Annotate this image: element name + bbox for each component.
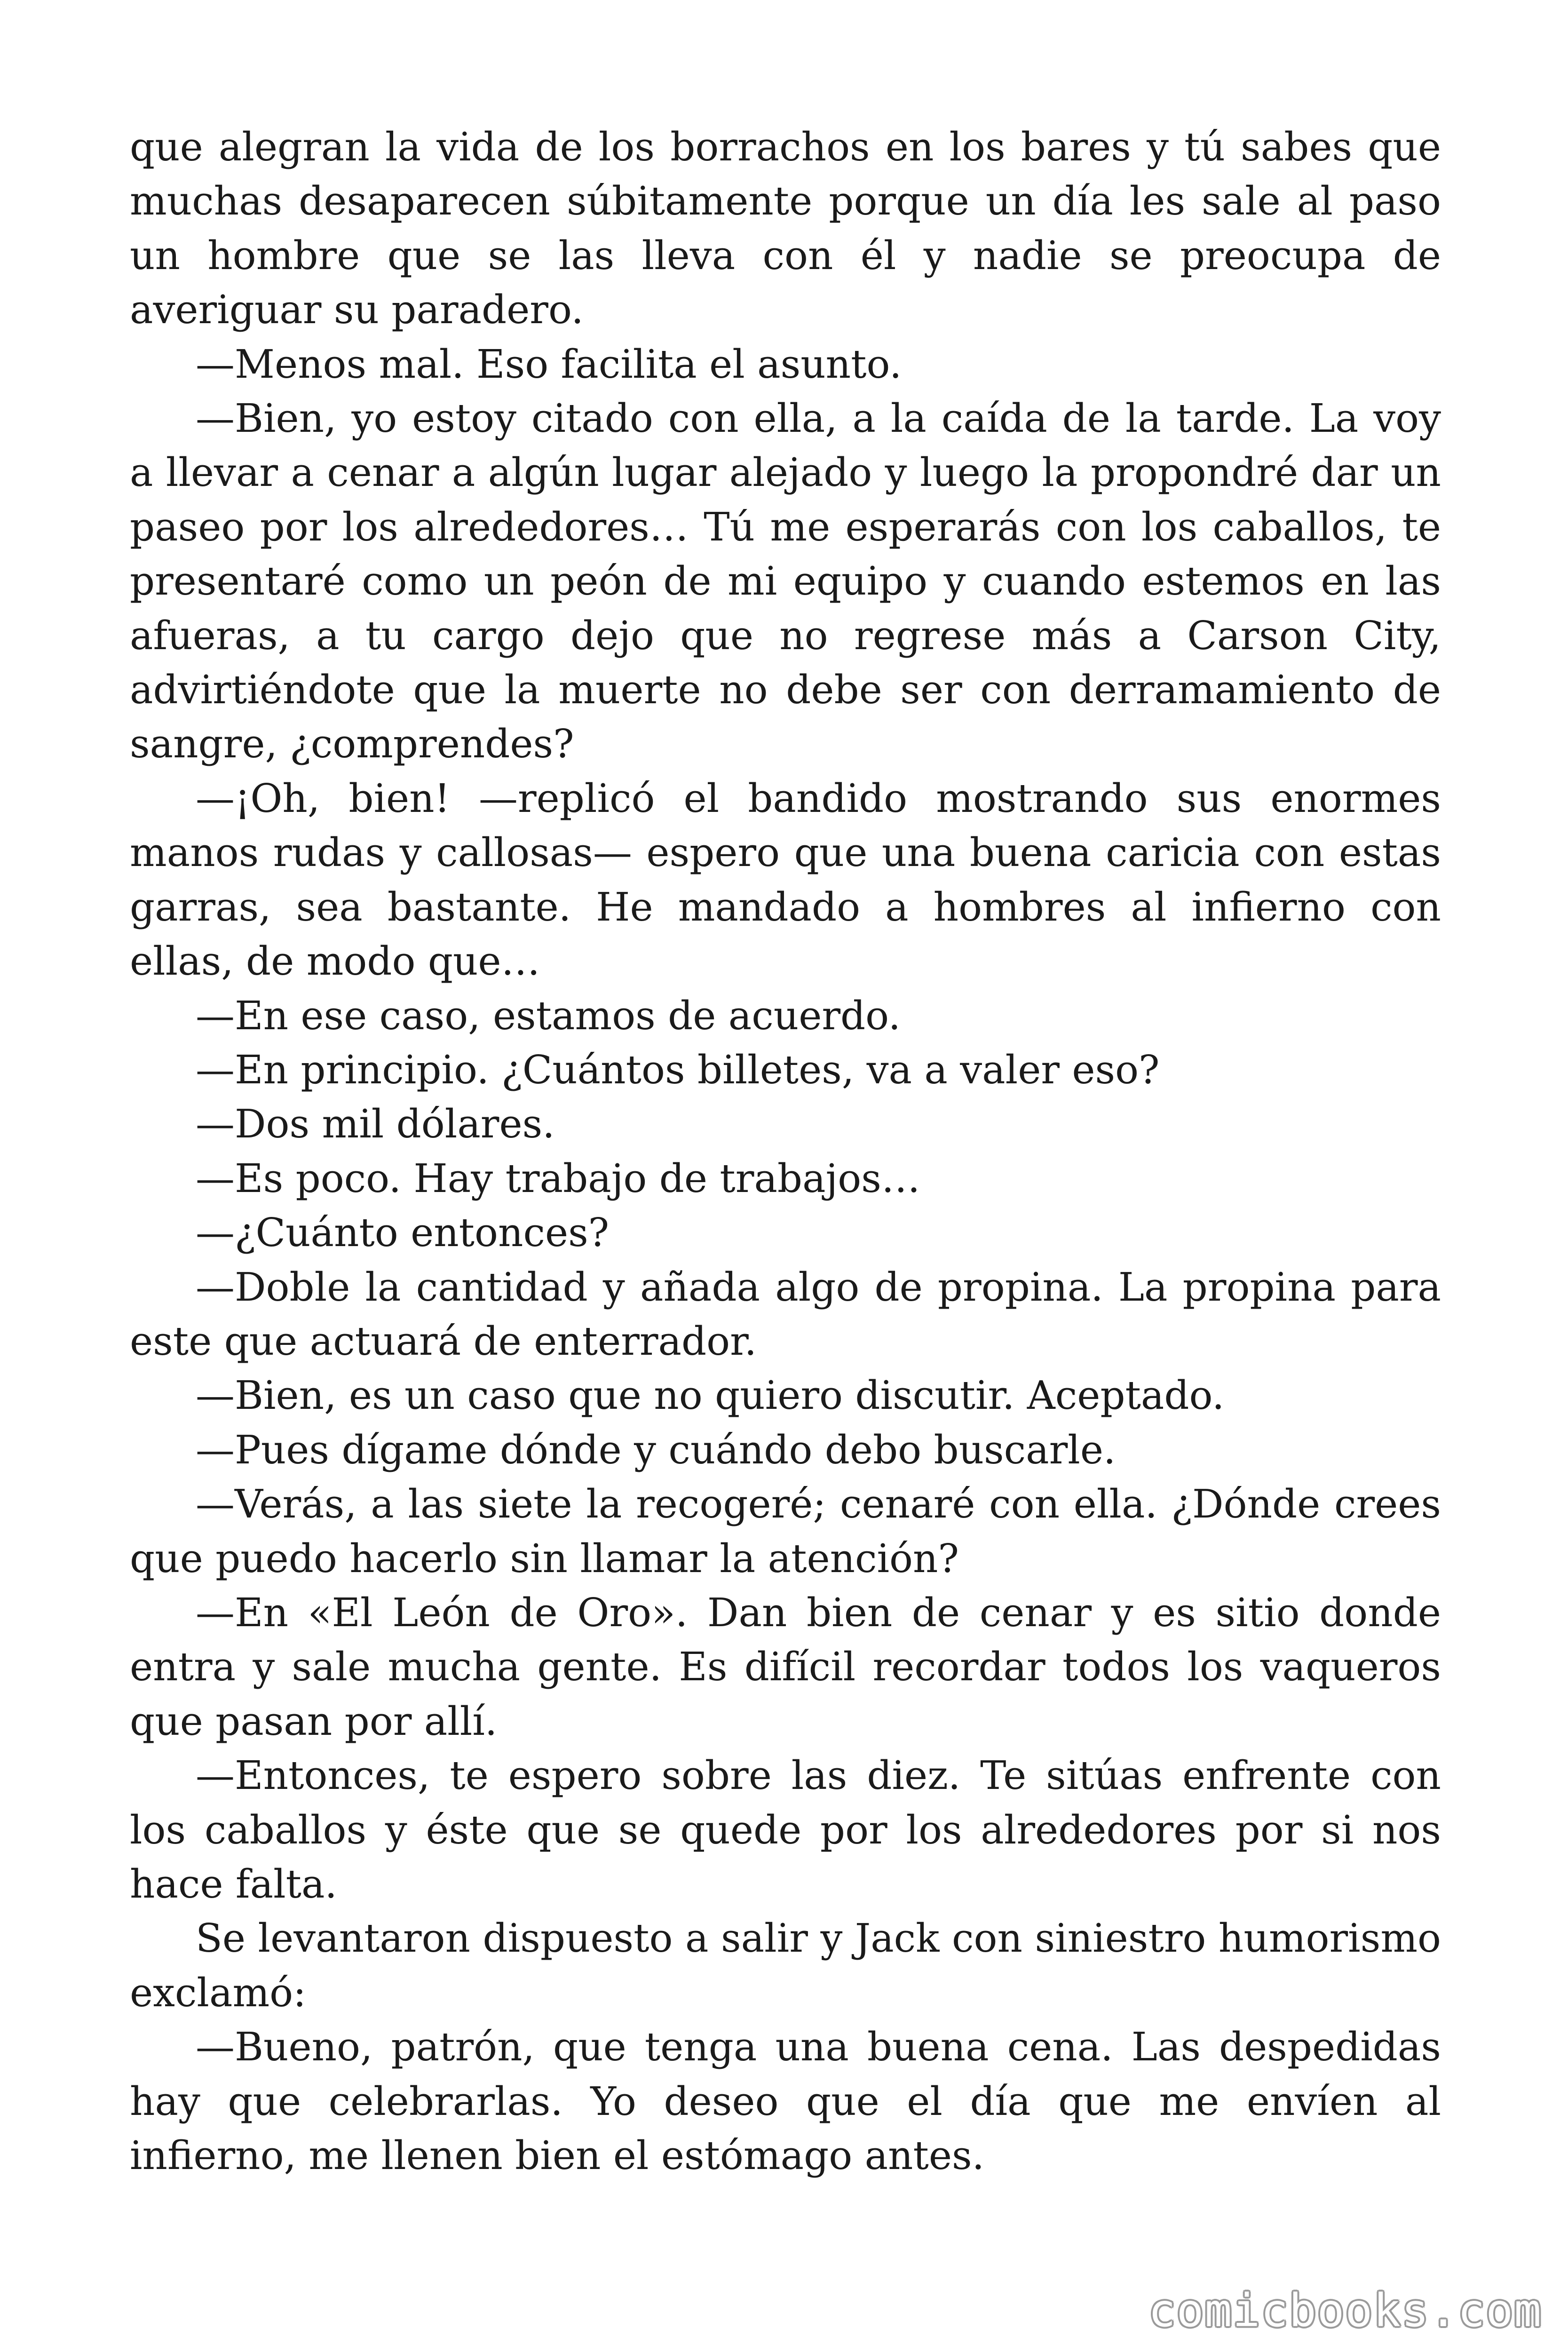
paragraph: —Bien, yo estoy citado con ella, a la caída de la tarde. La voy a llevar a cenar a algún lugar alejado y luego la propondré dar un paseo por los alrededores… Tú me esperarás con los caballos, te presentaré como un peón de mi equipo y cuando estemos en las afueras, a tu cargo dejo que no regrese más a Carson City, advirtiéndote que la muerte no debe ser con derramamiento de sangre, ¿comprendes? [130,396,1441,767]
paragraph: —Doble la cantidad y añada algo de propina. La propina para este que actuará de enterrador. [130,1264,1441,1364]
paragraph: —En «El León de Oro». Dan bien de cenar y es sitio donde entra y sale mucha gente. Es difícil recordar todos los vaqueros que pasan por allí. [130,1589,1441,1744]
paragraph: —Es poco. Hay trabajo de trabajos… [196,1155,920,1201]
paragraph: Se levantaron dispuesto a salir y Jack con siniestro humorismo exclamó: [130,1915,1441,2016]
paragraph: que alegran la vida de los borrachos en los bares y tú sabes que muchas desaparecen súbitamente porque un día les sale al paso un hombre que se las lleva con él y nadie se preocupa de averiguar su paradero. [130,124,1441,333]
watermark: comicbooks.com [1148,2284,1542,2337]
paragraph: —Bueno, patrón, que tenga una buena cena. Las despedidas hay que celebrarlas. Yo deseo que el día que me envíen al infierno, me llenen bien el estómago antes. [130,2024,1441,2179]
paragraph: —Menos mal. Eso facilita el asunto. [196,341,902,387]
paragraph: —Dos mil dólares. [196,1101,555,1147]
paragraph: —En ese caso, estamos de acuerdo. [196,993,901,1039]
paragraph: —Bien, es un caso que no quiero discutir. Aceptado. [196,1373,1225,1419]
paragraph: —Entonces, te espero sobre las diez. Te sitúas enfrente con los caballos y éste que se quede por los alrededores por si nos hace falta. [130,1753,1441,1907]
paragraph: —Pues dígame dónde y cuándo debo buscarle. [196,1427,1116,1473]
paragraph: —En principio. ¿Cuántos billetes, va a valer eso? [196,1047,1160,1093]
paragraph: —Verás, a las siete la recogeré; cenaré con ella. ¿Dónde crees que puedo hacerlo sin llamar la atención? [130,1481,1441,1581]
body-text [130,120,1441,2183]
paragraph: —¡Oh, bien! —replicó el bandido mostrando sus enormes manos rudas y callosas— espero que una buena caricia con estas garras, sea bastante. He mandado a hombres al infierno con ellas, de modo que… [130,775,1441,985]
paragraph: —¿Cuánto entonces? [196,1210,610,1256]
